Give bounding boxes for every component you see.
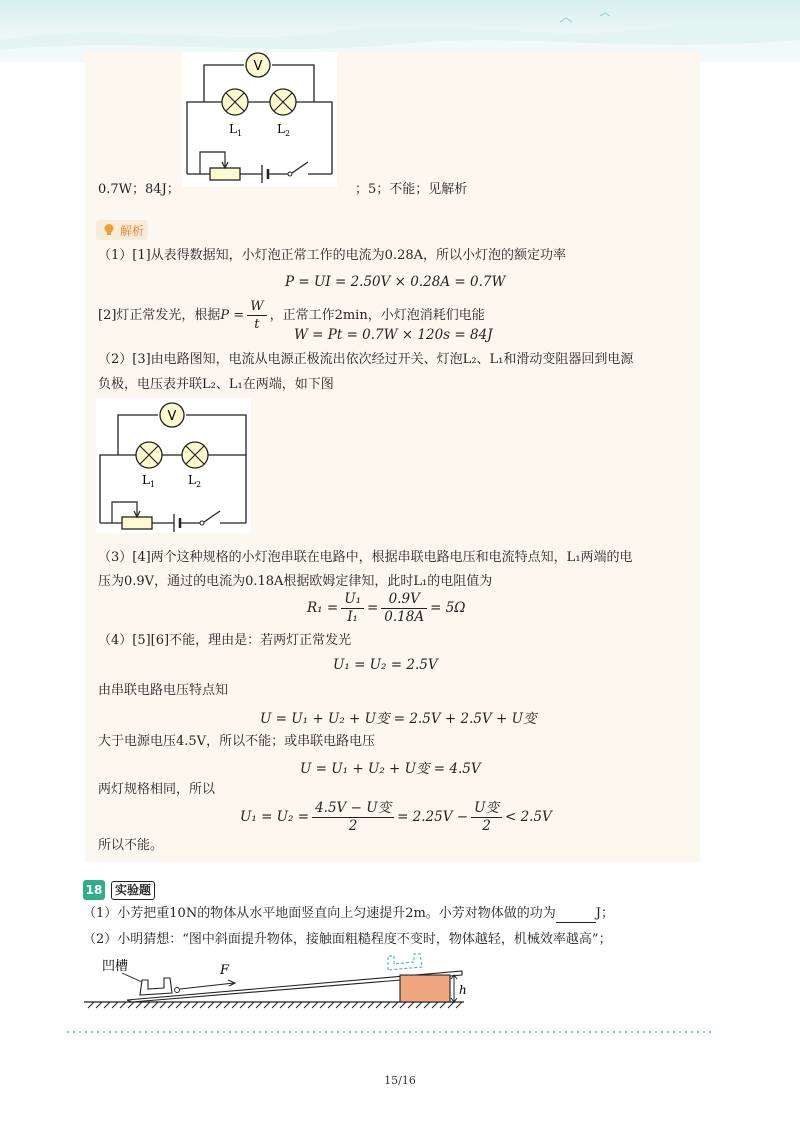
lamp-l1-icon [222, 89, 248, 115]
part1-text-2: [2]灯正常发光，根据P = $\frac{W}{t}$ ，正常工作2min，小灯泡消耗们电能 [98, 299, 485, 332]
jiexi-tag: 解析 [96, 220, 148, 240]
svg-text:1: 1 [237, 129, 243, 138]
part4-line-4: 两灯规格相同，所以 [98, 782, 216, 797]
svg-text:L: L [188, 473, 196, 487]
answer-text-right: ；5；不能；见解析 [355, 182, 468, 197]
voltmeter-label: V [253, 59, 263, 74]
rheostat-icon [210, 168, 240, 180]
part4-line-3: 大于电源电压4.5V，所以不能；或串联电路电压 [98, 734, 376, 749]
part4-line-1: （4）[5][6]不能，理由是：若两灯正常发光 [98, 633, 352, 648]
question-number-badge: 18 [83, 880, 105, 900]
svg-text:L: L [277, 122, 285, 136]
svg-text:L: L [142, 473, 150, 487]
part1-text: （1）[1]从表得数据知，小灯泡正常工作的电流为0.28A，所以小灯泡的额定功率 [98, 248, 567, 263]
lamp-l2-icon [182, 442, 208, 468]
part2-line-2: 负极，电压表并联L₂、L₁在两端，如下图 [98, 377, 334, 392]
svg-text:L: L [229, 122, 237, 136]
part4-line-5: 所以不能。 [98, 838, 164, 853]
answer-text-left: 0.7W；84J； [98, 182, 180, 197]
incline-figure [82, 952, 472, 1016]
support-block-icon [400, 975, 450, 1002]
solution-circuit-diagram [96, 398, 251, 533]
q18-part2: （2）小明猜想：“图中斜面提升物体，接触面粗糙程度不变时，物体越轻，机械效率越高”； [83, 932, 612, 947]
force-label: F [220, 963, 230, 978]
svg-text:2: 2 [196, 480, 202, 489]
part3-line-1: （3）[4]两个这种规格的小灯泡串联在电路中，根据串联电路电压和电流特点知，L₁两端的电 [98, 550, 633, 565]
groove-object-icon [140, 978, 172, 995]
part2-line-1: （2）[3]由电路图知，电流从电源正极流出依次经过开关、灯泡L₂、L₁和滑动变阻器回到电源 [98, 352, 634, 367]
part3-line-2: 压为0.9V，通过的电流为0.18A根据欧姆定律知，此时L₁的电阻值为 [98, 574, 493, 589]
lightbulb-icon [102, 223, 116, 237]
svg-text:2: 2 [285, 129, 291, 138]
height-label: h [459, 983, 467, 997]
svg-text:1: 1 [150, 480, 156, 489]
lamp-l1-icon [136, 442, 162, 468]
part4-line-2: 由串联电路电压特点知 [98, 683, 229, 698]
footer-divider [65, 1031, 715, 1033]
lamp-l2-icon [270, 89, 296, 115]
part4-equation-2: U = U₁ + U₂ + U变 = 2.5V + 2.5V + U变 [260, 711, 537, 727]
part4-equation-3: U = U₁ + U₂ + U变 = 4.5V [300, 761, 481, 777]
answer-circuit-diagram [182, 52, 337, 187]
dashed-object-icon [388, 954, 422, 970]
part4-equation-1: U₁ = U₂ = 2.5V [333, 657, 438, 673]
page-number: 15/16 [384, 1074, 416, 1087]
part1-equation-2: W = Pt = 0.7W × 120s = 84J [294, 327, 493, 343]
answer-blank[interactable] [556, 908, 596, 923]
groove-label: 凹槽 [102, 959, 129, 974]
part1-equation-1: P = UI = 2.50V × 0.28A = 0.7W [285, 274, 506, 290]
voltmeter-label: V [167, 409, 177, 424]
rheostat-icon [122, 517, 152, 529]
part4-equation-4: U₁ = U₂ = $\frac{\text{4.5V − U变}}{2}$ = 2.25V − $\frac{\text{U变}}{2}$ < 2.5V [240, 800, 552, 834]
part3-equation: R₁ = $\frac{\text{U₁}}{\text{I₁}}$ = $\frac{0.9V}{0.18A}$ = 5Ω [307, 591, 466, 625]
q18-part1: （1）小芳把重10N的物体从水平地面竖直向上匀速提升2m。小芳对物体做的功为 J； [83, 906, 615, 921]
question-type-label: 实验题 [111, 881, 155, 900]
